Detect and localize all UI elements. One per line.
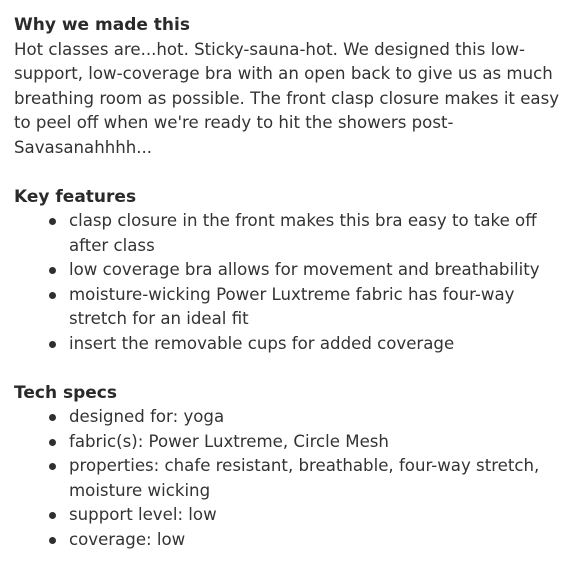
why-body-text: Hot classes are...hot. Sticky-sauna-hot. We designed this low-support, low-coverage bra with an open back to give us as much breathing room as possible. The front clasp closure makes it easy to peel off when we're ready to hit the showers post-Savasanahhhh... (14, 39, 560, 157)
bullet-icon (49, 341, 56, 348)
tech-specs-section (14, 381, 566, 553)
list-item (69, 209, 566, 258)
spec-text: fabric(s): Power Luxtreme, Circle Mesh (69, 431, 389, 451)
tech-specs-list (14, 405, 566, 552)
bullet-icon (49, 439, 56, 446)
list-item (69, 454, 566, 503)
section-title-features: Key features (14, 186, 137, 207)
why-we-made-this-section (14, 13, 566, 160)
list-item (69, 430, 566, 455)
section-spacer (14, 356, 566, 381)
spec-text: properties: chafe resistant, breathable, four-way stretch, moisture wicking (69, 456, 540, 500)
feature-text: moisture-wicking Power Luxtreme fabric has four-way stretch for an ideal fit (69, 284, 515, 328)
section-title-specs: Tech specs (14, 382, 117, 403)
bullet-icon (49, 218, 56, 225)
list-item (69, 528, 566, 553)
section-title-why: Why we made this (14, 15, 190, 35)
list-item (69, 283, 566, 332)
list-item (69, 332, 566, 357)
feature-text: clasp closure in the front makes this bra easy to take off after class (69, 211, 537, 255)
bullet-icon (49, 267, 56, 274)
bullet-icon (49, 537, 56, 544)
feature-text: insert the removable cups for added coverage (69, 333, 455, 353)
spec-text: support level: low (69, 505, 217, 524)
spec-text: coverage: low (69, 529, 186, 549)
feature-text: low coverage bra allows for movement and breathability (69, 260, 540, 279)
key-features-list (14, 209, 566, 356)
key-features-section (14, 185, 566, 357)
bullet-icon (49, 292, 56, 299)
list-item (69, 405, 566, 430)
bullet-icon (49, 463, 56, 470)
bullet-icon (49, 512, 56, 519)
list-item (69, 258, 566, 283)
spec-text: designed for: yoga (69, 407, 225, 426)
bullet-icon (49, 414, 56, 421)
list-item (69, 503, 566, 528)
section-spacer (14, 160, 566, 185)
